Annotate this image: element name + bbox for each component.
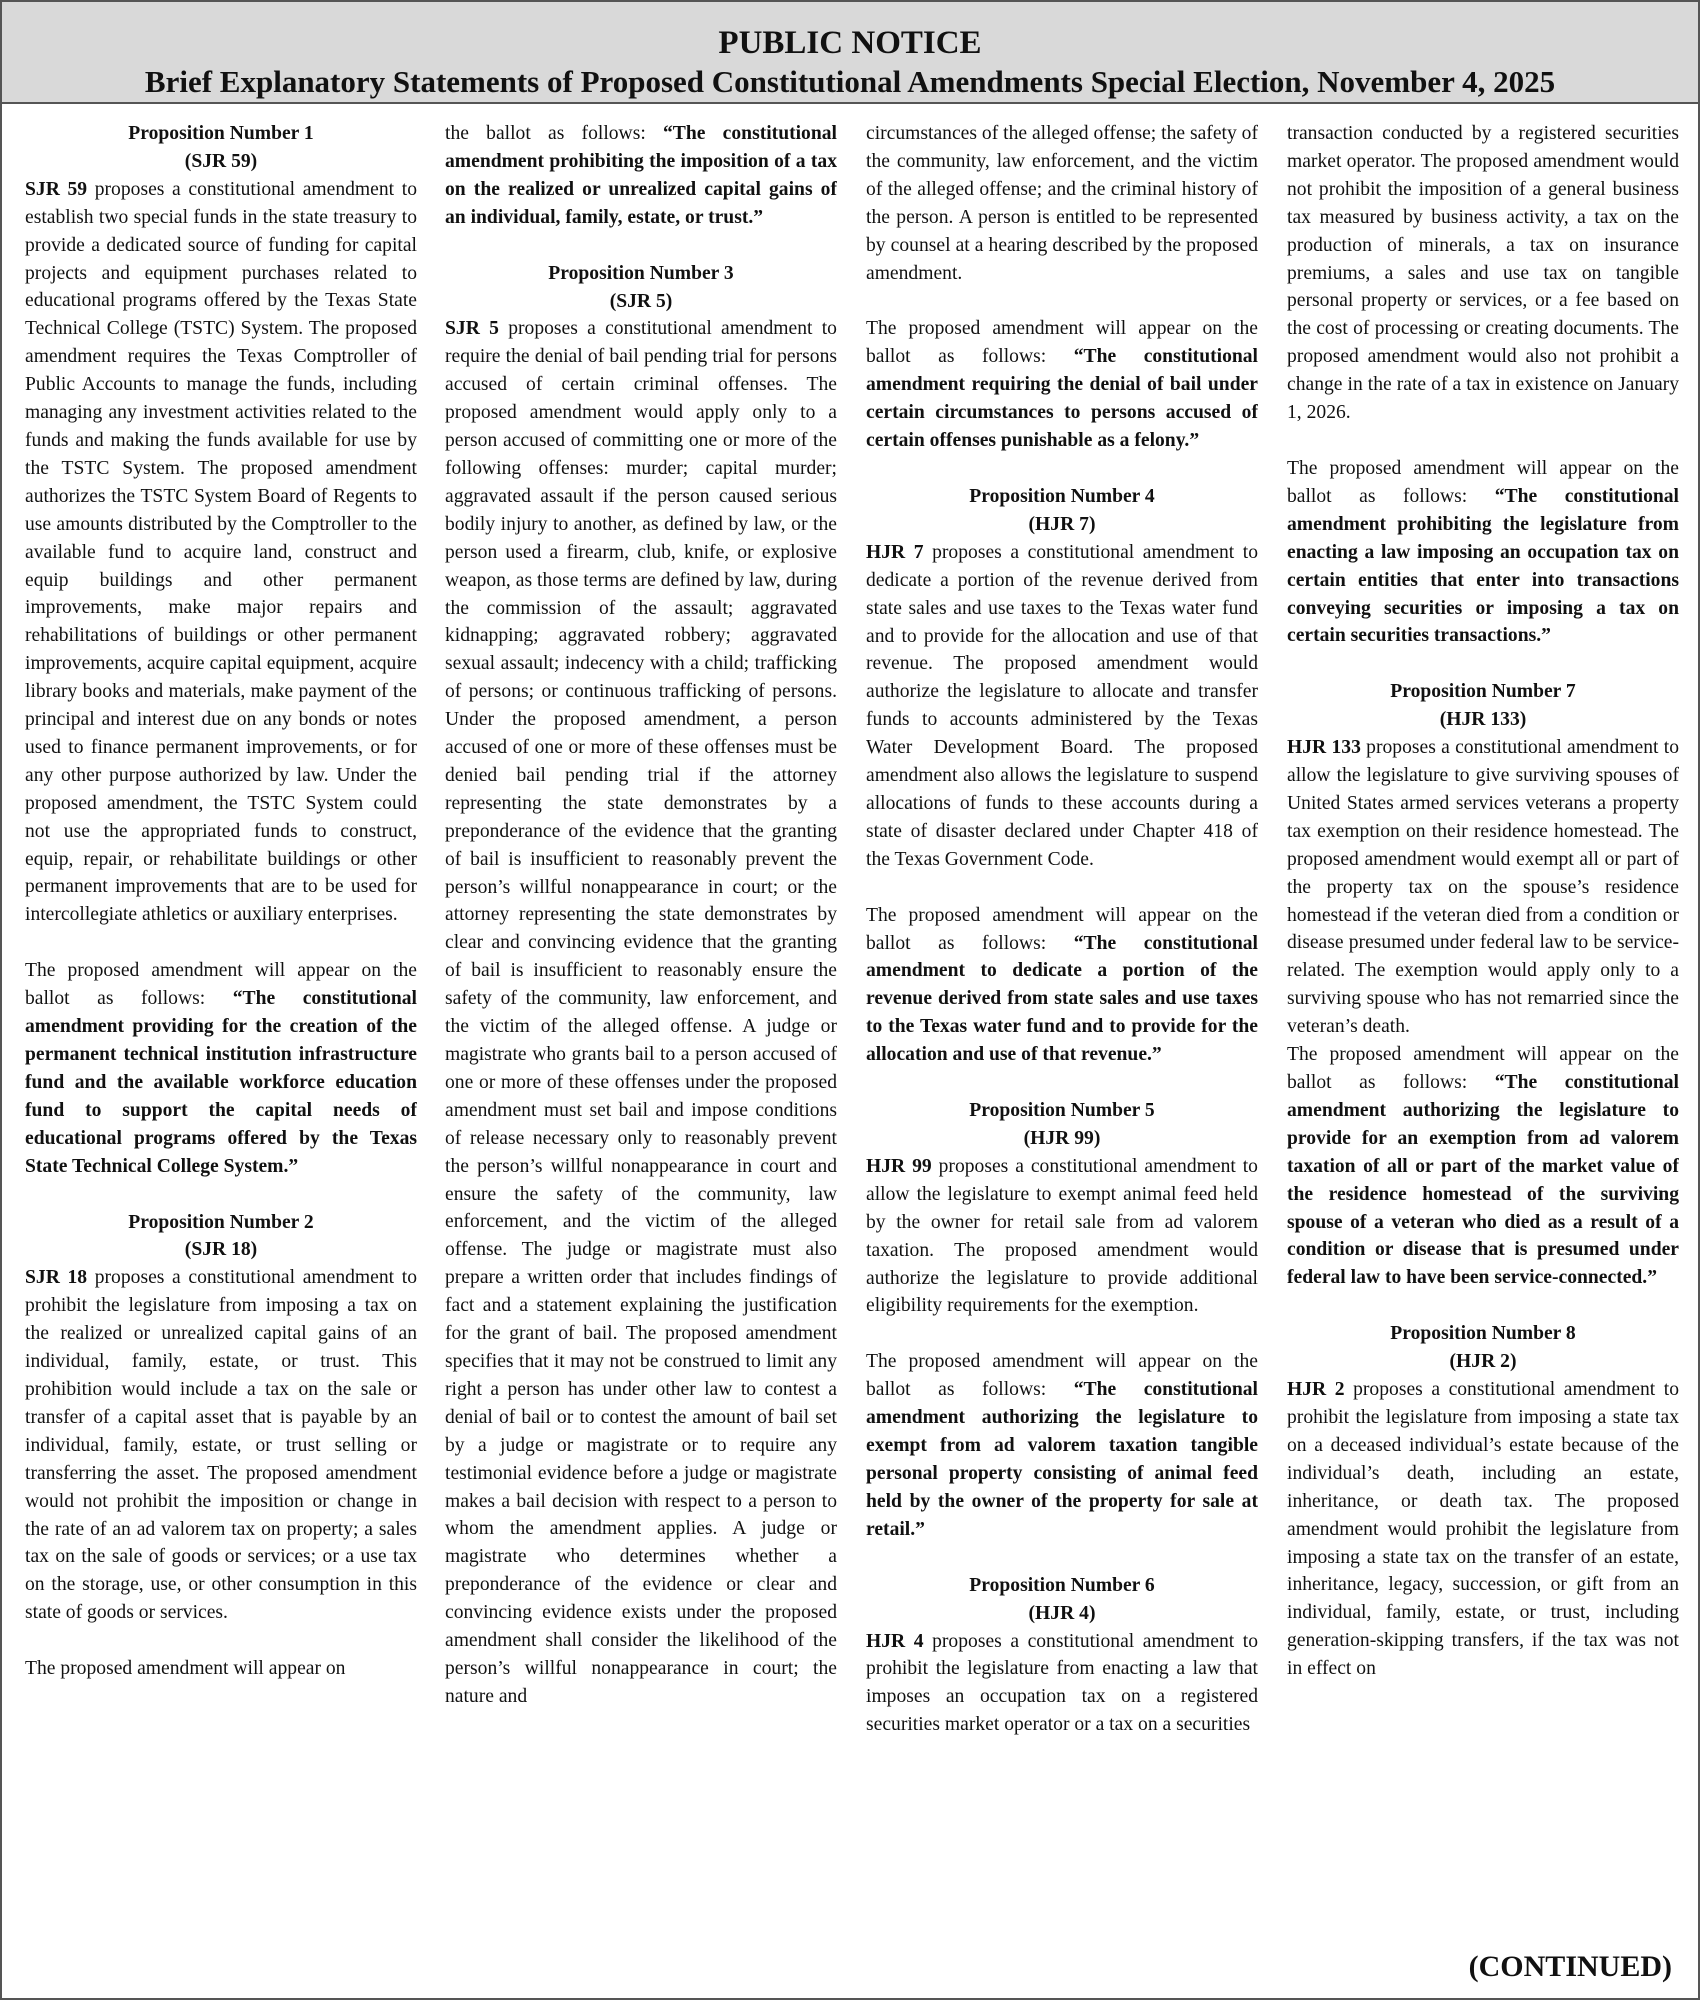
prop-8-text: proposes a constitutional amendment to prohibit the legislature from imposing a state tax on a deceased individual’s estate because of the individual’s death, including an estate, inheritance, or death tax. The proposed amendment would prohibit the legislature from imposing a state tax on the transfer of an estate, inheritance, legacy, succession, or gift from an individual, family, estate, or trust, including generation-skipping transfers, if the tax was not in effect on xyxy=(1287,1379,1679,1680)
column-4 xyxy=(1287,120,1679,1988)
prop-1-heading: Proposition Number 1 xyxy=(128,123,314,144)
prop-8-body xyxy=(1287,1376,1679,1683)
prop-5-ballot-text: “The constitutional amendment authorizing the legislature to exempt from ad valorem taxation tangible personal property consisting of animal feed held by the owner of the property for sale at retail.” xyxy=(866,1379,1258,1540)
prop-3-lead: SJR 5 xyxy=(445,318,499,340)
prop-2-heading: Proposition Number 2 xyxy=(128,1211,314,1233)
prop-8-lead: HJR 2 xyxy=(1287,1379,1345,1401)
column-2 xyxy=(445,120,837,1988)
prop-7-lead: HJR 133 xyxy=(1287,737,1361,759)
prop-5-lead: HJR 99 xyxy=(866,1155,932,1177)
prop-6-text-cont: transaction conducted by a registered securities market operator. The proposed amendment would not prohibit the imposition of a general business tax measured by business activity, a tax on the production of minerals, a tax on insurance premiums, a sales and use tax on tangible personal property or services, or a fee based on the cost of processing or creating documents. The proposed amendment would also not prohibit a change in the rate of a tax in existence on January 1, 2026. xyxy=(1287,123,1679,424)
prop-4-text: proposes a constitutional amendment to dedicate a portion of the revenue derived from state sales and use taxes to the Texas water fund and to provide for the allocation and use of that revenue. The proposed amendment would authorize the legislature to allocate and transfer funds to accounts administered by the Texas Water Development Board. The proposed amendment also allows the legislature to suspend allocations of funds to these accounts during a state of disaster declared under Chapter 418 of the Texas Government Code. xyxy=(866,541,1258,870)
prop-3-text: proposes a constitutional amendment to require the denial of bail pending trial for persons accused of certain criminal offenses. The proposed amendment would apply only to a person accused of committing one or more of the following offenses: murder; capital murder; aggravated assault if the person caused serious bodily injury to another, as defined by law, or the person used a firearm, club, knife, or explosive weapon, as those terms are defined by law, during the commission of the assault; aggravated kidnapping; aggravated robbery; aggravated sexual assault; indecency with a child; trafficking of persons; or continuous trafficking of persons. Under the proposed amendment, a person accused of one or more of these offenses must be denied bail pending trial if the attorney representing the state demonstrates by a preponderance of the evidence that the granting of bail is insufficient to reasonably prevent the person’s willful nonappearance in court; or the attorney representing the state demonstrates by clear and convincing evidence that the granting of bail is insufficient to reasonably ensure the safety of the community, law enforcement, and the victim of the alleged offense. A judge or magistrate who grants bail to a person accused of one or more of these offenses under the proposed amendment must set bail and impose conditions of release necessary only to reasonably prevent the person’s willful nonappearance in court and ensure the safety of the community, law enforcement, and the victim of the alleged offense. The judge or magistrate must also prepare a written order that includes findings of fact and a statement explaining the justification for the grant of bail. The proposed amendment specifies that it may not be construed to limit any right a person has under other law to contest a denial of bail or to contest the amount of bail set by a judge or magistrate or to require any testimonial evidence before a judge or magistrate makes a bail decision with respect to a person to whom the amendment applies. A judge or magistrate who determines whether a preponderance of the evidence or clear and convincing evidence exists under the proposed amendment shall consider the likelihood of the person’s willful nonappearance in court; the nature and xyxy=(445,318,837,1707)
prop-1-text: proposes a constitutional amendment to establish two special funds in the state treasury to provide a dedicated source of funding for capital projects and equipment purchases related to educational programs offered by the Texas State Technical College (TSTC) System. The proposed amendment requires the Texas Comptroller of Public Accounts to manage the funds, including managing any investment activities related to the funds and making the funds available for use by the TSTC System. The proposed amendment authorizes the TSTC System Board of Regents to use amounts distributed by the Comptroller to the available fund to acquire land, construct and equip buildings and other permanent improvements, make major repairs and rehabilitations of buildings or other permanent improvements, acquire capital equipment, acquire library books and materials, make payment of the principal and interest due on any bonds or notes used to finance permanent improvements, or for any other purpose authorized by law. Under the proposed amendment, the TSTC System could not use the appropriated funds to construct, equip, repair, or rehabilitate buildings or other permanent improvements that are to be used for intercollegiate athletics or auxiliary enterprises. xyxy=(25,178,417,926)
prop-6-ballot-text: “The constitutional amendment prohibiting the legislature from enacting a law imposing an occupation tax on certain entities that enter into transactions conveying securities or imposing a tax on certain securities transactions.” xyxy=(1287,485,1679,647)
prop-2-ballot xyxy=(445,120,837,232)
continued-label: (CONTINUED) xyxy=(1468,1950,1672,1983)
column-1 xyxy=(25,120,417,1988)
prop-2-lead: SJR 18 xyxy=(25,1267,88,1289)
prop-6-heading: Proposition Number 6 xyxy=(969,1574,1155,1596)
prop-2-text: proposes a constitutional amendment to prohibit the legislature from imposing a tax on the realized or unrealized capital gains of an individual, family, estate, or trust. This prohibition would include a tax on the sale or transfer of a capital asset that is payable by an individual, family, estate, or trust selling or transferring the asset. The proposed amendment would not prohibit the imposition or change in the rate of an ad valorem tax on property; a sales tax on the sale of goods or services; or a use tax on the storage, use, or other consumption in this state of goods or services. xyxy=(25,1267,417,1624)
prop-6-ballot-intro: The proposed amendment will appear on the ballot as follows: xyxy=(1287,457,1679,507)
prop-6-text: proposes a constitutional amendment to prohibit the legislature from enacting a law that imposes an occupation tax on a registered securities market operator or a tax on a securities xyxy=(866,1630,1258,1736)
notice-title: PUBLIC NOTICE xyxy=(718,25,982,61)
column-3 xyxy=(866,120,1258,1988)
prop-3-resolution: (SJR 5) xyxy=(609,290,673,312)
prop-5-text: proposes a constitutional amendment to allow the legislature to exempt animal feed held by the owner for retail sale from ad valorem taxation. The proposed amendment would authorize the legislature to provide additional eligibility requirements for the exemption. xyxy=(866,1155,1258,1317)
prop-1-ballot xyxy=(25,957,417,1180)
prop-5-ballot-intro: The proposed amendment will appear on the ballot as follows: xyxy=(866,1351,1258,1401)
prop-1-lead: SJR 59 xyxy=(25,178,88,200)
prop-3-ballot xyxy=(866,315,1258,455)
prop-7-body xyxy=(1287,734,1679,1041)
notice-subtitle: Brief Explanatory Statements of Proposed Constitutional Amendments Special Election, November 4, 2025 xyxy=(144,64,1556,99)
prop-2-ballot-intro: The proposed amendment will appear on xyxy=(25,1658,346,1680)
prop-4-body xyxy=(866,539,1258,874)
prop-5-heading: Proposition Number 5 xyxy=(969,1100,1155,1122)
prop-5-resolution: (HJR 99) xyxy=(1023,1128,1101,1149)
prop-3-ballot-text: “The constitutional amendment requiring the denial of bail under certain circumstances to persons accused of certain offenses punishable as a felony.” xyxy=(866,346,1258,452)
prop-4-heading: Proposition Number 4 xyxy=(969,485,1155,507)
prop-4-ballot-text: “The constitutional amendment to dedicate a portion of the revenue derived from state sales and use taxes to the Texas water fund and to provide for the allocation and use of that revenue.” xyxy=(866,932,1258,1066)
prop-4-ballot xyxy=(866,902,1258,1069)
prop-7-ballot-intro: The proposed amendment will appear on the ballot as follows: xyxy=(1287,1044,1679,1093)
prop-6-resolution: (HJR 4) xyxy=(1028,1602,1096,1624)
prop-2-body xyxy=(25,1264,417,1627)
prop-7-ballot-text: “The constitutional amendment authorizing the legislature to provide for an exemption from ad valorem taxation of all or part of the market value of the residence homestead of the surviving spouse of a veteran who died as a result of a condition or disease that is presumed under federal law to have been service-connected.” xyxy=(1287,1072,1679,1289)
prop-4-ballot-intro: The proposed amendment will appear on the ballot as follows: xyxy=(866,904,1258,954)
prop-4-resolution: (HJR 7) xyxy=(1028,513,1096,535)
prop-7-resolution: (HJR 133) xyxy=(1439,709,1527,731)
prop-5-body xyxy=(866,1153,1258,1320)
prop-6-body xyxy=(866,1628,1258,1740)
prop-1-body xyxy=(25,176,417,929)
prop-3-body xyxy=(445,315,837,1710)
prop-2-ballot-text: “The constitutional amendment prohibiting the imposition of a tax on the realized or unrealized capital gains of an individual, family, estate, or trust.” xyxy=(445,123,837,228)
prop-5-ballot xyxy=(866,1348,1258,1543)
prop-1-ballot-text: “The constitutional amendment providing for the creation of the permanent technical institution infrastructure fund and the available workforce education fund to support the capital needs of educational programs offered by the Texas State Technical College System.” xyxy=(25,988,417,1177)
prop-2-resolution: (SJR 18) xyxy=(184,1239,258,1261)
prop-1-resolution: (SJR 59) xyxy=(184,150,258,172)
prop-8-heading: Proposition Number 8 xyxy=(1390,1323,1576,1345)
prop-3-ballot-intro: The proposed amendment will appear on the ballot as follows: xyxy=(866,318,1258,368)
prop-6-lead: HJR 4 xyxy=(866,1630,924,1652)
prop-6-ballot xyxy=(1287,455,1679,650)
prop-4-lead: HJR 7 xyxy=(866,541,924,563)
prop-2-ballot-intro-cont: the ballot as follows: xyxy=(445,123,663,144)
notice-header xyxy=(2,2,1698,104)
prop-3-heading: Proposition Number 3 xyxy=(548,262,734,284)
columns xyxy=(2,112,1698,1998)
prop-7-heading: Proposition Number 7 xyxy=(1390,681,1576,703)
prop-3-text-cont: circumstances of the alleged offense; the safety of the community, law enforcement, and the victim of the alleged offense; and the criminal history of the person. A person is entitled to be represented by counsel at a hearing described by the proposed amendment. xyxy=(866,123,1258,284)
prop-8-resolution: (HJR 2) xyxy=(1449,1351,1517,1373)
prop-1-ballot-intro: The proposed amendment will appear on the ballot as follows: xyxy=(25,960,417,1010)
prop-7-text: proposes a constitutional amendment to allow the legislature to give surviving spouses of United States armed services veterans a property tax exemption on their residence homestead. The proposed amendment would exempt all or part of the property tax on the spouse’s residence homestead if the veteran died from a condition or disease presumed under federal law to be service-related. The exemption would apply only to a surviving spouse who has not remarried since the veteran’s death. xyxy=(1287,737,1679,1038)
prop-7-ballot xyxy=(1287,1041,1679,1292)
